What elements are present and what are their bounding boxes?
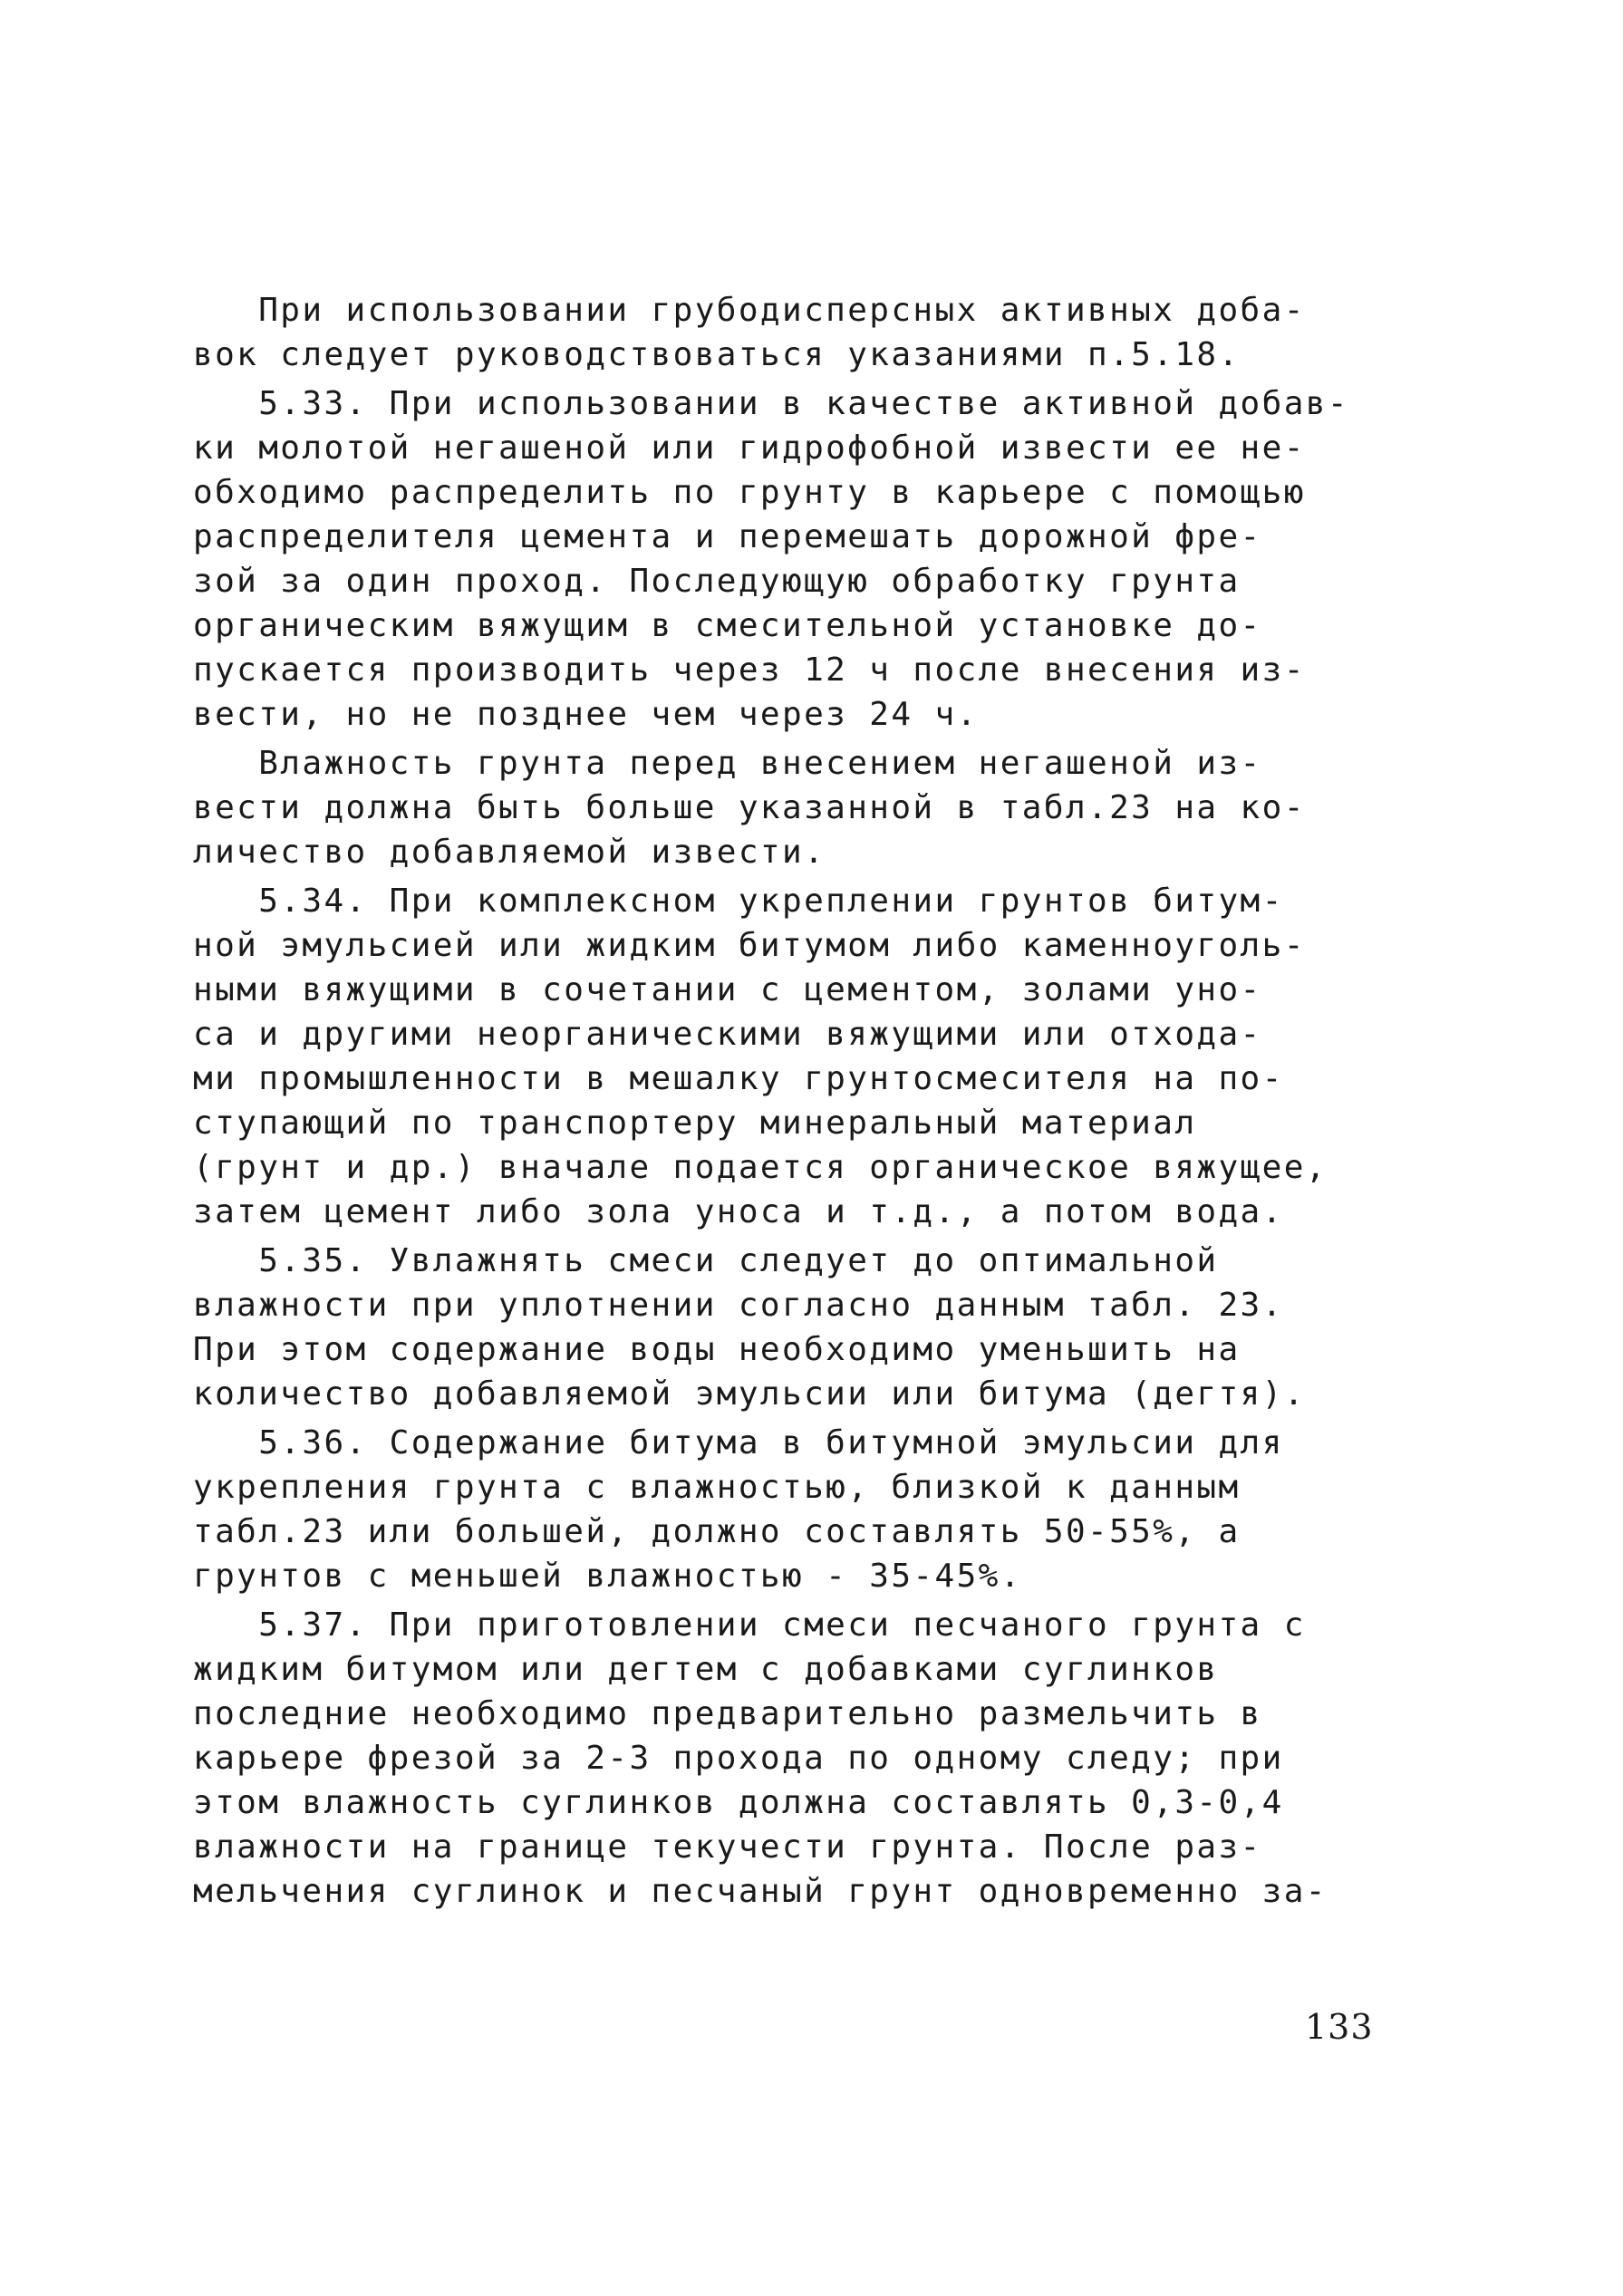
text-line: вок следует руководствоваться указаниями п.5.18. bbox=[193, 336, 1241, 373]
text-line: жидким битумом или дегтем с добавками суглинков bbox=[193, 1651, 1219, 1688]
text-line: влажности при уплотнении согласно данным табл. 23. bbox=[193, 1287, 1284, 1324]
text-line: количество добавляемой эмульсии или битума (дегтя). bbox=[193, 1375, 1306, 1413]
text-line: распределителя цемента и перемешать дорожной фре- bbox=[193, 518, 1262, 555]
text-line: ми промышленности в мешалку грунтосмесителя на по- bbox=[193, 1060, 1284, 1097]
text-line: ной эмульсией или жидким битумом либо каменноуголь- bbox=[193, 927, 1306, 964]
text-line: последние необходимо предварительно размельчить в bbox=[193, 1695, 1262, 1732]
text-line: 5.37. При приготовлении смеси песчаного грунта с bbox=[193, 1606, 1306, 1644]
text-line: ки молотой негашеной или гидрофобной извести ее не- bbox=[193, 429, 1306, 467]
text-line: 5.33. При использовании в качестве активной добав- bbox=[193, 385, 1349, 422]
text-line: Влажность грунта перед внесением негашеной из- bbox=[193, 745, 1262, 782]
text-line: ступающий по транспортеру минеральный материал bbox=[193, 1105, 1197, 1142]
text-line: 5.36. Содержание битума в битумной эмульсии для bbox=[193, 1424, 1284, 1462]
text-line: зой за один проход. Последующую обработку грунта bbox=[193, 563, 1241, 600]
body-text bbox=[193, 288, 1407, 1914]
text-line: органическим вяжущим в смесительной установке до- bbox=[193, 607, 1262, 644]
text-line: личество добавляемой извести. bbox=[193, 834, 826, 871]
text-line: укрепления грунта с влажностью, близкой к данным bbox=[193, 1469, 1241, 1506]
text-line: грунтов с меньшей влажностью - 35-45%. bbox=[193, 1558, 1022, 1595]
text-line: обходимо распределить по грунту в карьере с помощью bbox=[193, 474, 1306, 511]
text-line: ными вяжущими в сочетании с цементом, золами уно- bbox=[193, 971, 1262, 1008]
text-line: са и другими неорганическими вяжущими или отхода- bbox=[193, 1016, 1262, 1053]
text-line: 5.35. Увлажнять смеси следует до оптимальной bbox=[193, 1242, 1219, 1279]
text-line: этом влажность суглинков должна составлять 0,3-0,4 bbox=[193, 1784, 1284, 1821]
text-line: мельчения суглинок и песчаный грунт одновременно за- bbox=[193, 1873, 1328, 1910]
text-line: вести должна быть больше указанной в табл.23 на ко- bbox=[193, 789, 1306, 826]
text-line: табл.23 или большей, должно составлять 50-55%, а bbox=[193, 1513, 1241, 1550]
page-number: 133 bbox=[1305, 2007, 1374, 2047]
text-line: карьере фрезой за 2-3 прохода по одному следу; при bbox=[193, 1740, 1284, 1777]
text-line: При использовании грубодисперсных активных доба- bbox=[193, 292, 1306, 329]
text-line: затем цемент либо зола уноса и т.д., а потом вода. bbox=[193, 1193, 1284, 1230]
text-line: вести, но не позднее чем через 24 ч. bbox=[193, 696, 979, 733]
text-line: 5.34. При комплексном укреплении грунтов битум- bbox=[193, 883, 1284, 920]
text-line: влажности на границе текучести грунта. После раз- bbox=[193, 1828, 1262, 1866]
text-line: (грунт и др.) вначале подается органическое вяжущее, bbox=[193, 1149, 1328, 1186]
text-line: При этом содержание воды необходимо уменьшить на bbox=[193, 1331, 1241, 1368]
text-line: пускается производить через 12 ч после внесения из- bbox=[193, 651, 1306, 689]
